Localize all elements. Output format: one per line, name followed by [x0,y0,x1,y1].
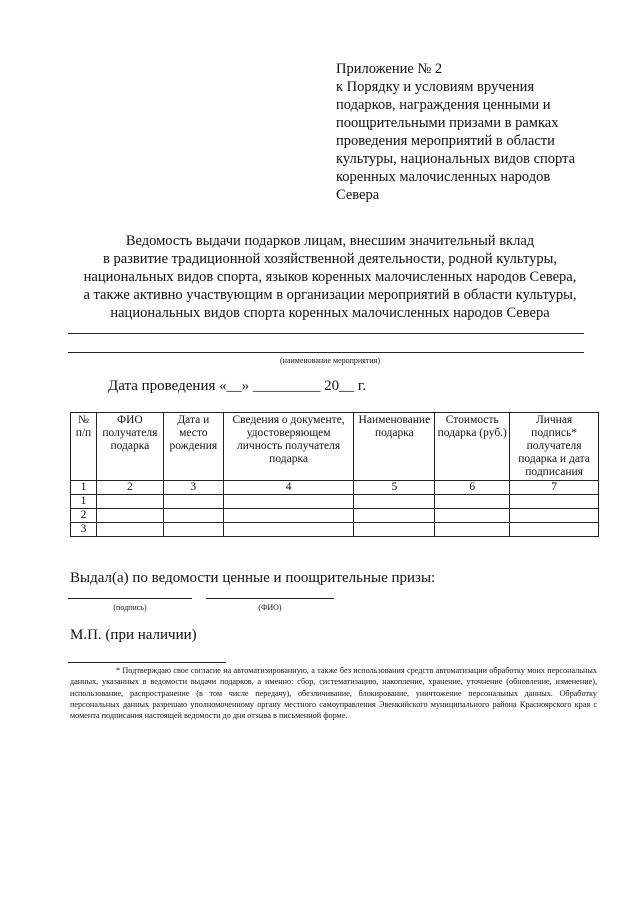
column-number: 2 [96,481,163,495]
table-cell [435,509,510,523]
appendix-line: Севера [336,187,380,203]
event-name-caption: (наименование мероприятия) [280,356,380,365]
event-date-line: Дата проведения «__» _________ 20__ г. [108,378,367,394]
table-cell [223,509,354,523]
row-number: 1 [71,495,97,509]
title-line: национальных видов спорта, языков коренных малочисленных народов Севера, [83,269,577,285]
event-name-line-2 [68,352,584,353]
table-cell [354,509,435,523]
table-header-row [71,413,599,481]
table-cell [354,495,435,509]
column-number: 6 [435,481,510,495]
title-line: Ведомость выдачи подарков лицам, внесшим значительный вклад [125,233,535,249]
gift-roster-table [70,412,599,537]
title-line: национальных видов спорта коренных малочисленных народов Севера [110,305,550,321]
appendix-line: культуры, национальных видов спорта [336,151,576,167]
appendix-line: коренных малочисленных народов [336,169,551,185]
footnote-separator [68,662,226,663]
table-cell [435,523,510,537]
signature-caption: (подпись) [113,603,147,612]
appendix-line: проведения мероприятий в области [336,133,555,149]
appendix-header [336,60,606,204]
table-cell [435,495,510,509]
column-number-row [71,481,599,495]
header-gift-cost: Стоимость подарка (руб.) [435,413,510,481]
table-cell [510,509,599,523]
table-cell [223,523,354,537]
header-id-document: Сведения о документе, удостоверяющем личность получателя подарка [223,413,354,481]
header-signature-date: Личная подпись* получателя подарка и дата подписания [510,413,599,481]
column-number: 7 [510,481,599,495]
row-number: 2 [71,509,97,523]
table-row [71,523,599,537]
table-cell [354,523,435,537]
title-line: в развитие традиционной хозяйственной деятельности, родной культуры, [102,251,557,267]
signature-line [68,598,192,599]
table-cell [163,495,223,509]
table-cell [96,523,163,537]
table-cell [510,495,599,509]
appendix-line: поощрительными призами в рамках [336,115,559,131]
footnote: * Подтверждаю свое согласие на автоматизированную, а также без использования средств автоматизации обработку моих персональных данных, указанных в ведомости выдачи подарков, а именно: сбор, систематизацию, накопление, хранение, уточнение (обновление, изменение), использование, распространение (в том числе передачу), обезличивание, блокирование, уничтожение персональных данных. Обработку персональных данных разрешаю уполномоченному органу местного самоуправления Эвенкийского муниципального района Красноярского края с момента подписания настоящей ведомости до дня отзыва в письменной форме. [70,666,597,721]
header-birth-date-place: Дата и место рождения [163,413,223,481]
row-number: 3 [71,523,97,537]
table-row [71,495,599,509]
column-number: 4 [223,481,354,495]
header-number: № п/п [71,413,97,481]
table-cell [96,509,163,523]
document-title [40,232,620,322]
table-cell [163,509,223,523]
appendix-line: Приложение № 2 [336,61,443,77]
column-number: 1 [71,481,97,495]
table-cell [96,495,163,509]
table-row [71,509,599,523]
header-recipient-name: ФИО получателя подарка [96,413,163,481]
event-name-line-1 [68,333,584,334]
table-cell [163,523,223,537]
table-cell [223,495,354,509]
column-number: 5 [354,481,435,495]
stamp-label: М.П. (при наличии) [70,627,197,643]
column-number: 3 [163,481,223,495]
header-gift-name: Наименование подарка [354,413,435,481]
title-line: а также активно участвующим в организации мероприятий в области культуры, [83,287,577,303]
full-name-caption: (ФИО) [258,603,282,612]
appendix-line: подарков, награждения ценными и [336,97,551,113]
full-name-line [206,598,334,599]
table-cell [510,523,599,537]
appendix-line: к Порядку и условиям вручения [336,79,535,95]
issued-by-label: Выдал(а) по ведомости ценные и поощрительные призы: [70,570,436,586]
